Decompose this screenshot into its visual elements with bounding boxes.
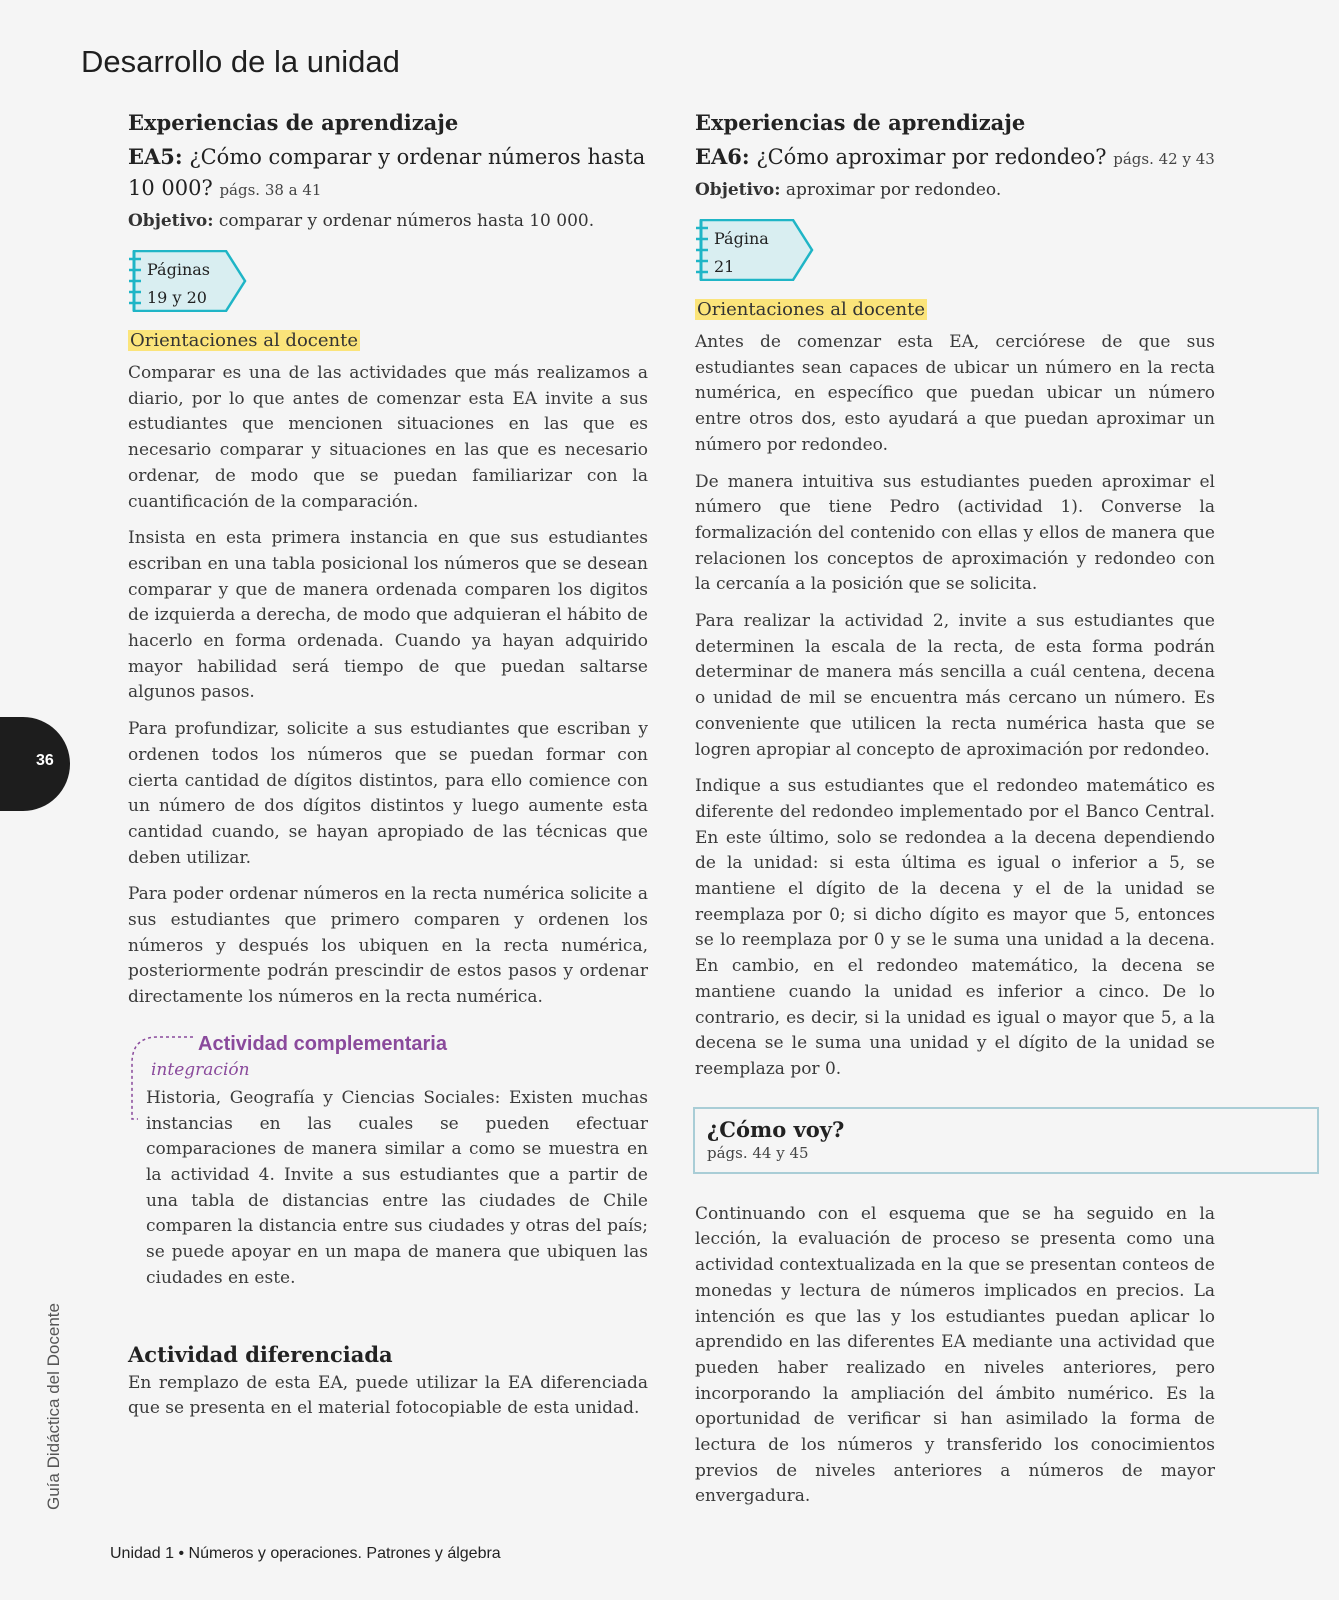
paragraph: Indique a sus estudiantes que el redondeo matemático es diferente del redondeo implementado por el Banco Central. En este último, solo se redondea a la decena dependiendo de la unidad: si esta última es igual o inferior a 5, se mantiene el dígito de la decena y el de la unidad se reemplaza por 0; si dicho dígito es mayor que 5, entonces se lo reemplaza por 0 y se le suma una unidad a la decena. En cambio, en el redondeo matemático, la decena se mantiene cuando la unidad es inferior a cinco. De lo contrario, es decir, si la unidad es igual o mayor que 5, a la decena se le suma una unidad y el dígito de la unidad se reemplaza por 0. bbox=[695, 776, 1215, 1079]
left-column bbox=[128, 110, 648, 1433]
ea5-code: EA5: bbox=[128, 144, 183, 169]
footer: Unidad 1 • Números y operaciones. Patrones y álgebra bbox=[110, 1545, 501, 1562]
tag-line2: 19 y 20 bbox=[147, 288, 207, 307]
dashed-bracket-icon bbox=[128, 1033, 198, 1123]
complementary-text: Historia, Geografía y Ciencias Sociales: Existen muchas instancias en las cuales se pueden efectuar comparaciones de manera similar a como se muestra en la actividad 4. Invite a sus estudiantes que a partir de una tabla de distancias entre las ciudades de Chile comparen la distancia entre sus ciudades y otras del país; se puede apoyar en un mapa de manera que ubiquen las ciudades en este. bbox=[146, 1087, 648, 1288]
paragraph: Para poder ordenar números en la recta numérica solicite a sus estudiantes que primero comparen y ordenen los números y después los ubiquen en la recta numérica, posteriormente podrán prescindir de estos pasos y ordenar directamente los números en la recta numérica. bbox=[128, 884, 648, 1008]
complementary-activity bbox=[128, 1033, 648, 1292]
ea5-pages: págs. 38 a 41 bbox=[219, 181, 322, 199]
paragraph: Para realizar la actividad 2, invite a sus estudiantes que determinen la escala de la recta, de esta forma podrán determinar de manera más sencilla a cuál centena, decena o unidad de mil se encuentra más cercano un número. Es conveniente que utilicen la recta numérica hasta que se logren apropiar al concepto de aproximación por redondeo. bbox=[695, 611, 1215, 760]
objective-text: aproximar por redondeo. bbox=[785, 180, 1002, 200]
side-label: Guía Didáctica del Docente bbox=[44, 1303, 63, 1510]
objective-text: comparar y ordenar números hasta 10 000. bbox=[218, 211, 595, 231]
paragraph: Comparar es una de las actividades que más realizamos a diario, por lo que antes de comenzar esta EA invite a sus estudiantes que mencionen situaciones en las que es necesario comparar y situaciones en las que es necesario ordenar, de modo que se puedan familiarizar con la cuantificación de la comparación. bbox=[128, 363, 648, 512]
objective-label: Objetivo: bbox=[128, 211, 214, 231]
ea6-pages: págs. 42 y 43 bbox=[1113, 150, 1215, 168]
paragraph: Antes de comenzar esta EA, cerciórese de que sus estudiantes sean capaces de ubicar un número en la recta numérica, en específico que puedan ubicar un número entre otros dos, esto ayudará a que puedan aproximar un número por redondeo. bbox=[695, 332, 1215, 455]
paragraph: Para profundizar, solicite a sus estudiantes que escriban y ordenen todos los números que se puedan formar con cierta cantidad de dígitos distintos, para ello comience con un número de dos dígitos distintos y luego aumente esta cantidad cuando, se hayan apropiado de las técnicas que deben utilizar. bbox=[128, 719, 648, 868]
ea6-code: EA6: bbox=[695, 144, 750, 169]
como-voy-pages: págs. 44 y 45 bbox=[707, 1143, 809, 1162]
paragraph: De manera intuitiva sus estudiantes pueden aproximar el número que tiene Pedro (actividad 1). Converse la formalización del contenido con ellas y ellos de manera que relacionen los conceptos de aproximación y redondeo con la cercanía a la posición que se solicita. bbox=[695, 471, 1215, 595]
ea6-question: ¿Cómo aproximar por redondeo? bbox=[756, 145, 1107, 169]
como-voy-text: Continuando con el esquema que se ha seguido en la lección, la evaluación de proceso se presenta como una actividad contextualizada en la que se presentan conteos de monedas y lectura de números implicados en precios. La intención es que las y los estudiantes puedan aplicar lo aprendido en las diferentes EA mediante una actividad que pueden haber realizado en niveles anteriores, pero incorporando la ampliación del ámbito numérico. Es la oportunidad de verificar si han asimilado la forma de lectura de los números y transferido los conocimientos previos de niveles anteriores a números de mayor envergadura. bbox=[695, 1203, 1215, 1507]
page-number: 36 bbox=[36, 752, 54, 769]
tag-line1: Páginas bbox=[147, 260, 210, 279]
differentiated-text: En remplazo de esta EA, puede utilizar la EA diferenciada que se presenta en el material fotocopiable de esta unidad. bbox=[128, 1372, 648, 1419]
tag-line1: Página bbox=[714, 229, 769, 248]
complementary-title: Actividad complementaria bbox=[198, 1032, 447, 1055]
pages-tag bbox=[128, 250, 248, 312]
page-number-tab bbox=[0, 717, 70, 811]
tag-line2: 21 bbox=[714, 257, 735, 276]
section-title: Experiencias de aprendizaje bbox=[128, 110, 459, 135]
orientations-heading: Orientaciones al docente bbox=[697, 299, 925, 320]
orientations-heading: Orientaciones al docente bbox=[130, 330, 358, 351]
como-voy-title: ¿Cómo voy? bbox=[707, 1116, 845, 1142]
right-column bbox=[695, 110, 1215, 1521]
paragraph: Insista en esta primera instancia en que sus estudiantes escriban en una tabla posicional los números que se desean comparar y que de manera ordenada comparen los digitos de izquierda a derecha, de modo que adquieran el hábito de hacerlo en forma ordenada. Cuando ya hayan adquirido mayor habilidad será tiempo de que puedan saltarse algunos pasos. bbox=[128, 528, 648, 703]
section-title: Experiencias de aprendizaje bbox=[695, 110, 1026, 135]
pages-tag bbox=[695, 219, 815, 281]
como-voy-box bbox=[693, 1107, 1319, 1174]
page-title: Desarrollo de la unidad bbox=[81, 44, 400, 79]
objective-label: Objetivo: bbox=[695, 180, 781, 200]
differentiated-title: Actividad diferenciada bbox=[128, 1341, 393, 1367]
ea6-title bbox=[695, 141, 1215, 175]
ea5-title bbox=[128, 141, 648, 206]
ea5-question: ¿Cómo comparar y ordenar números hasta 10 000? bbox=[128, 145, 646, 200]
complementary-subtitle: integración bbox=[151, 1059, 250, 1080]
ea6-objective bbox=[695, 175, 1215, 205]
ea5-objective bbox=[128, 206, 648, 236]
